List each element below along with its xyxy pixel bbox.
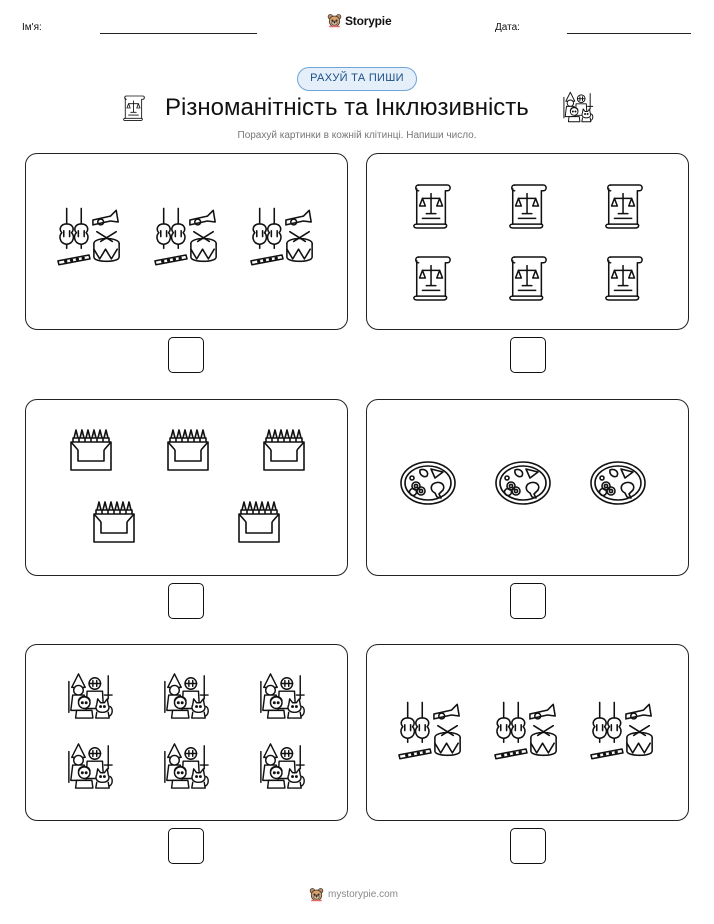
date-field[interactable] [567, 33, 691, 34]
law-scroll-icon [603, 182, 645, 230]
brand-name: Storypie [345, 13, 392, 28]
answer-box-4[interactable] [510, 583, 546, 619]
law-scroll-icon [507, 182, 549, 230]
name-field[interactable] [100, 33, 257, 34]
activity-badge: РАХУЙ ТА ПИШИ [297, 67, 417, 91]
group-people-icon [258, 671, 306, 721]
food-plate-icon [494, 460, 552, 506]
exercise-card-6 [366, 644, 689, 821]
group-people-icon [258, 741, 306, 791]
music-instruments-icon [56, 206, 124, 271]
bear-icon [309, 887, 324, 902]
instructions: Порахуй картинки в кожній клітинці. Напиши число. [237, 130, 477, 141]
exercise-card-5 [25, 644, 348, 821]
music-instruments-icon [589, 700, 657, 765]
law-scroll-icon [507, 254, 549, 302]
brand-logo [327, 13, 391, 28]
group-people-icon [162, 741, 210, 791]
group-people-icon [66, 671, 114, 721]
music-instruments-icon [397, 700, 465, 765]
music-instruments-icon [249, 206, 317, 271]
answer-box-5[interactable] [168, 828, 204, 864]
answer-box-2[interactable] [510, 337, 546, 373]
answer-box-3[interactable] [168, 583, 204, 619]
page-title: Різноманітність та Інклюзивність [165, 94, 529, 121]
exercise-card-3 [25, 399, 348, 576]
law-scroll-icon [603, 254, 645, 302]
group-people-icon [66, 741, 114, 791]
exercise-card-1 [25, 153, 348, 330]
law-scroll-icon [411, 254, 453, 302]
crayon-box-icon [236, 500, 282, 544]
exercise-card-2 [366, 153, 689, 330]
food-plate-icon [399, 460, 457, 506]
food-plate-icon [589, 460, 647, 506]
name-label: Ім'я: [22, 22, 42, 33]
music-instruments-icon [493, 700, 561, 765]
footer [309, 887, 398, 902]
music-instruments-icon [153, 206, 221, 271]
group-people-icon [562, 91, 594, 123]
group-people-icon [162, 671, 210, 721]
date-label: Дата: [495, 22, 520, 33]
crayon-box-icon [261, 428, 307, 472]
answer-box-6[interactable] [510, 828, 546, 864]
law-scroll-icon [411, 182, 453, 230]
crayon-box-icon [165, 428, 211, 472]
bear-icon [327, 13, 342, 28]
crayon-box-icon [68, 428, 114, 472]
crayon-box-icon [91, 500, 137, 544]
footer-url[interactable]: mystorypie.com [328, 889, 399, 900]
law-scroll-icon [122, 94, 146, 122]
exercise-card-4 [366, 399, 689, 576]
answer-box-1[interactable] [168, 337, 204, 373]
